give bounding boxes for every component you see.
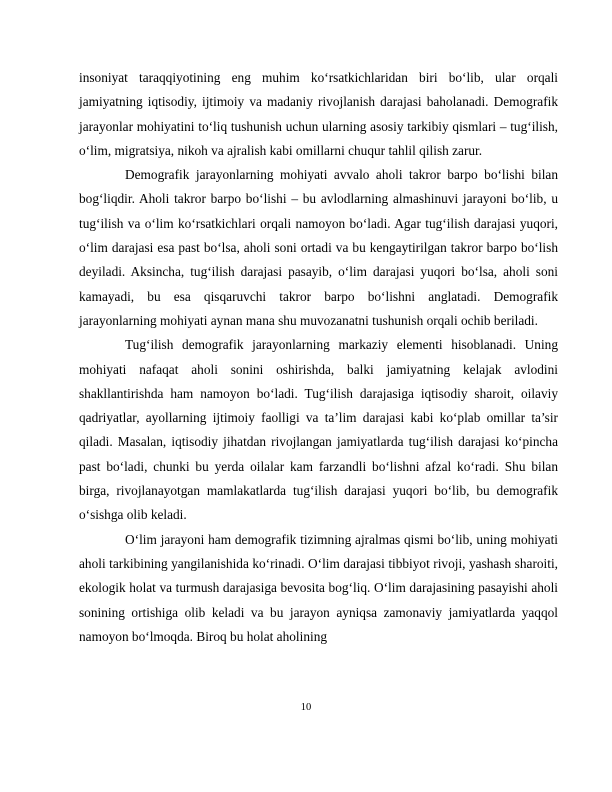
body-text: [79, 66, 558, 649]
paragraph-mortality: O‘lim jarayoni ham demografik tizimning ajralmas qismi bo‘lib, uning mohiyati aholi tarkibining yangilanishida ko‘rinadi. O‘lim darajasi tibbiyot rivoji, yashash sharoiti, ekologik holat va turmush darajasiga bevosita bog‘liq. O‘lim darajasining pasayishi aholi sonining ortishiga olib keladi va bu jarayon ayniqsa zamonaviy jamiyatlarda yaqqol namoyon bo‘lmoqda. Biroq bu holat aholining: [79, 531, 558, 644]
paragraph-continuation: insoniyat taraqqiyotining eng muhim ko‘rsatkichlaridan biri bo‘lib, ular orqali jamiyatning iqtisodiy, ijtimoiy va madaniy rivojlanish darajasi baholanadi. Demografik jarayonlar mohiyatini to‘liq tushunish uchun ularning asosiy tarkibiy qismlari – tug‘ilish, o‘lim, migratsiya, nikoh va ajralish kabi omillarni chuqur tahlil qilish zarur.: [79, 70, 558, 158]
paragraph-population-reproduction: Demografik jarayonlarning mohiyati avvalo aholi takror barpo bo‘lishi bilan bog‘liqdir. Aholi takror barpo bo‘lishi – bu avlodlarning almashinuvi jarayoni bo‘lib, u tug‘ilish va o‘lim ko‘rsatkichlari orqali namoyon bo‘ladi. Agar tug‘ilish darajasi yuqori, o‘lim darajasi esa past bo‘lsa, aholi soni ortadi va bu kengaytirilgan takror barpo bo‘lish deyiladi. Aksincha, tug‘ilish darajasi pasayib, o‘lim darajasi yuqori bo‘lsa, aholi soni kamayadi, bu esa qisqaruvchi takror barpo bo‘lishni anglatadi. Demografik jarayonlarning mohiyati aynan mana shu muvozanatni tushunish orqali ochib beriladi.: [79, 167, 558, 328]
page-number: 10: [300, 702, 312, 713]
paragraph-birth-rate: Tug‘ilish demografik jarayonlarning markaziy elementi hisoblanadi. Uning mohiyati nafaqat aholi sonini oshirishda, balki jamiyatning kelajak avlodini shakllantirishda ham namoyon bo‘ladi. Tug‘ilish darajasiga iqtisodiy sharoit, oilaviy qadriyatlar, ayollarning ijtimoiy faolligi va ta’lim darajasi kabi ko‘plab omillar ta’sir qiladi. Masalan, iqtisodiy jihatdan rivojlangan jamiyatlarda tug‘ilish darajasi ko‘pincha past bo‘ladi, chunki bu yerda oilalar kam farzandli bo‘lishni afzal ko‘radi. Shu bilan birga, rivojlanayotgan mamlakatlarda tug‘ilish darajasi yuqori bo‘lib, bu demografik o‘sishga olib keladi.: [79, 337, 558, 523]
